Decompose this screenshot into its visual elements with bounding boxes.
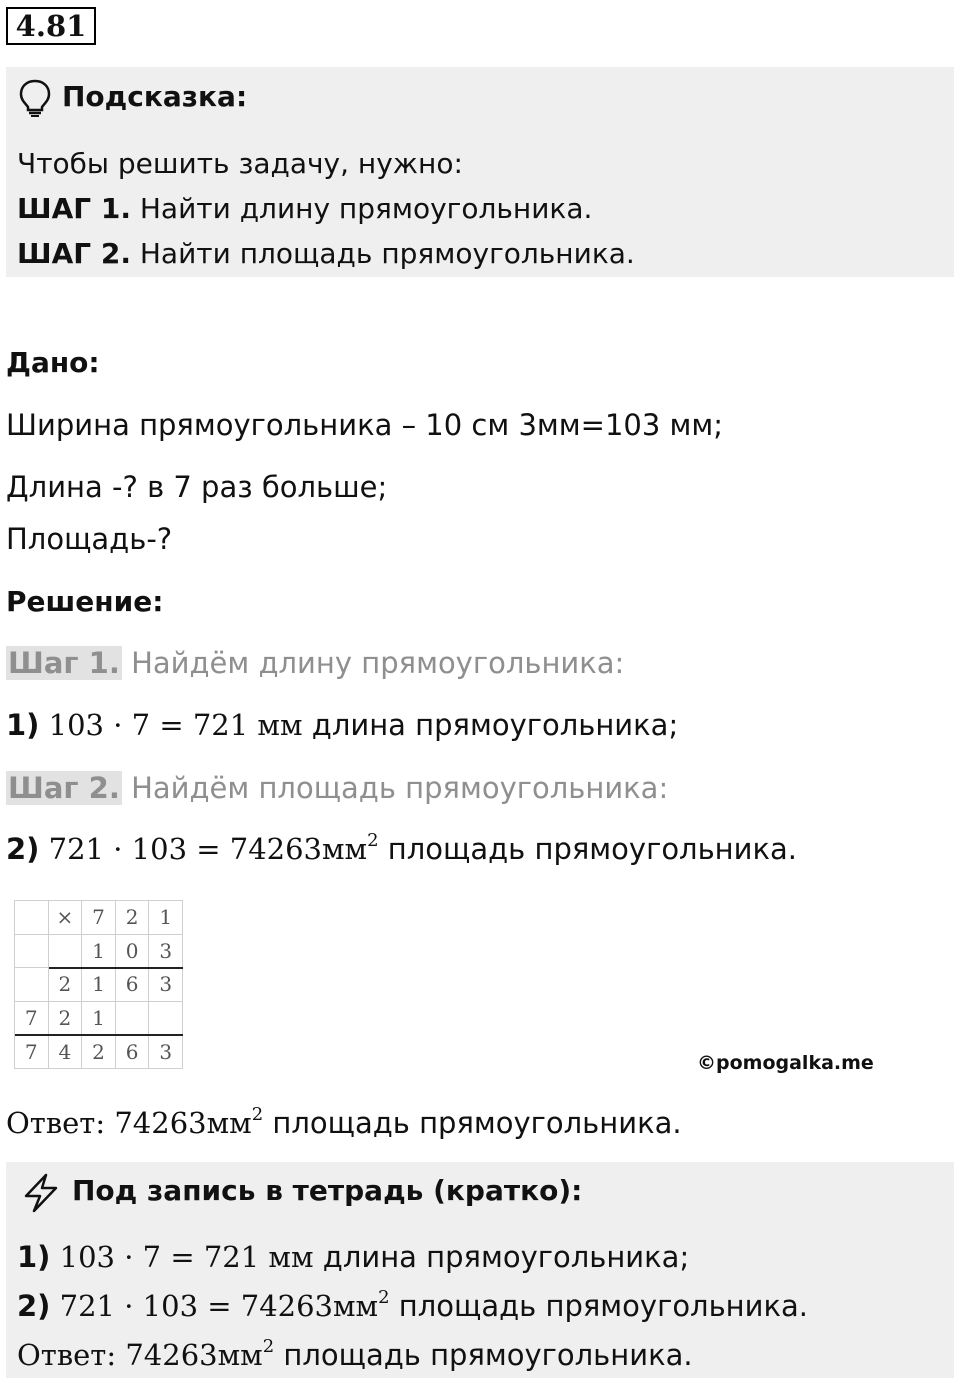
- grid-cell: 1: [82, 968, 116, 1002]
- grid-cell: 2: [82, 1035, 116, 1069]
- line-1-expr: 103 · 7 = 721 мм: [48, 708, 303, 742]
- grid-cell: 7: [82, 901, 116, 935]
- grid-cell: [149, 1002, 183, 1036]
- grid-cell: 4: [49, 1035, 83, 1069]
- lightbulb-icon: [18, 79, 52, 117]
- grid-cell: 0: [116, 935, 150, 969]
- short-line-1: [17, 1240, 689, 1274]
- task-number: 4.81: [6, 7, 96, 45]
- short-line-1-text: длина прямоугольника;: [322, 1240, 690, 1274]
- hint-step-2: [17, 237, 635, 271]
- solution-line-1: [6, 708, 678, 742]
- grid-underline-1: [49, 967, 183, 969]
- short-title: Под запись в тетрадь (кратко):: [72, 1174, 583, 1207]
- solution-step-2: [6, 771, 668, 805]
- grid-underline-2: [15, 1034, 183, 1036]
- grid-cell: 2: [49, 1002, 83, 1036]
- solution-title: Решение:: [6, 585, 164, 618]
- grid-cell: [49, 935, 83, 969]
- short-line-1-expr: 103 · 7 = 721 мм: [59, 1240, 314, 1274]
- short-line-2-num: 2): [17, 1289, 51, 1323]
- hint-step-1-label: ШАГ 1.: [17, 192, 131, 225]
- grid-cell: 2: [116, 901, 150, 935]
- grid-cell: [15, 935, 49, 969]
- grid-cell: [116, 1002, 150, 1036]
- grid-cell: [15, 901, 49, 935]
- line-1-num: 1): [6, 708, 40, 742]
- hint-step-1: [17, 192, 592, 226]
- grid-cell: 1: [149, 901, 183, 935]
- short-answer-label-main: Ответ: 74263мм: [17, 1338, 263, 1372]
- grid-cell: 6: [116, 1035, 150, 1069]
- grid-cell: 6: [116, 968, 150, 1002]
- short-line-2-expr-main: 721 · 103 = 74263мм: [59, 1289, 379, 1323]
- answer-sup: 2: [251, 1104, 264, 1126]
- hint-step-2-text: Найти площадь прямоугольника.: [139, 237, 635, 270]
- hint-title: Подсказка:: [62, 80, 248, 113]
- answer-line: [6, 1106, 682, 1140]
- grid-cell: 3: [149, 968, 183, 1002]
- watermark: ©pomogalka.me: [697, 1052, 874, 1074]
- line-2-sup: 2: [367, 830, 379, 852]
- multiplication-grid: [14, 900, 183, 1069]
- short-answer-sup: 2: [262, 1336, 275, 1358]
- lightning-icon: [20, 1172, 62, 1214]
- line-2-text: площадь прямоугольника.: [387, 832, 797, 866]
- hint-step-1-text: Найти длину прямоугольника.: [139, 192, 593, 225]
- given-line-1: Ширина прямоугольника – 10 см 3мм=103 мм;: [6, 408, 724, 442]
- grid-cell: ×: [49, 901, 83, 935]
- short-line-1-num: 1): [17, 1240, 51, 1274]
- short-answer: [17, 1338, 693, 1372]
- answer-text: площадь прямоугольника.: [272, 1106, 682, 1140]
- answer-label-main: Ответ: 74263мм: [6, 1106, 252, 1140]
- grid-cell: 7: [15, 1002, 49, 1036]
- short-line-2: [17, 1289, 808, 1323]
- grid-cell: 3: [149, 935, 183, 969]
- step-2-text: Найдём площадь прямоугольника:: [131, 771, 669, 805]
- step-2-label: Шаг 2.: [8, 771, 120, 805]
- grid-cell: 2: [49, 968, 83, 1002]
- step-1-label: Шаг 1.: [8, 646, 120, 680]
- solution-step-1: [6, 646, 624, 680]
- line-2-num: 2): [6, 832, 40, 866]
- hint-intro: Чтобы решить задачу, нужно:: [17, 147, 463, 180]
- hint-step-2-label: ШАГ 2.: [17, 237, 131, 270]
- short-panel: [6, 1162, 954, 1378]
- given-line-3: Площадь-?: [6, 522, 173, 556]
- short-answer-text: площадь прямоугольника.: [283, 1338, 693, 1372]
- solution-line-2: [6, 832, 797, 866]
- given-line-2: Длина -? в 7 раз больше;: [6, 470, 388, 504]
- short-line-2-expr: [60, 1289, 390, 1323]
- short-line-2-sup: 2: [378, 1287, 390, 1309]
- line-2-expr: [49, 832, 379, 866]
- answer-label: [6, 1106, 263, 1140]
- line-1-text: длина прямоугольника;: [311, 708, 679, 742]
- grid-cell: 3: [149, 1035, 183, 1069]
- given-title: Дано:: [6, 346, 100, 379]
- hint-panel: [6, 67, 954, 277]
- grid-cell: 1: [82, 1002, 116, 1036]
- grid-cell: [15, 968, 49, 1002]
- grid-cell: 1: [82, 935, 116, 969]
- step-1-text: Найдём длину прямоугольника:: [131, 646, 625, 680]
- short-answer-label: [17, 1338, 274, 1372]
- short-line-2-text: площадь прямоугольника.: [398, 1289, 808, 1323]
- grid-cell: 7: [15, 1035, 49, 1069]
- line-2-expr-main: 721 · 103 = 74263мм: [48, 832, 368, 866]
